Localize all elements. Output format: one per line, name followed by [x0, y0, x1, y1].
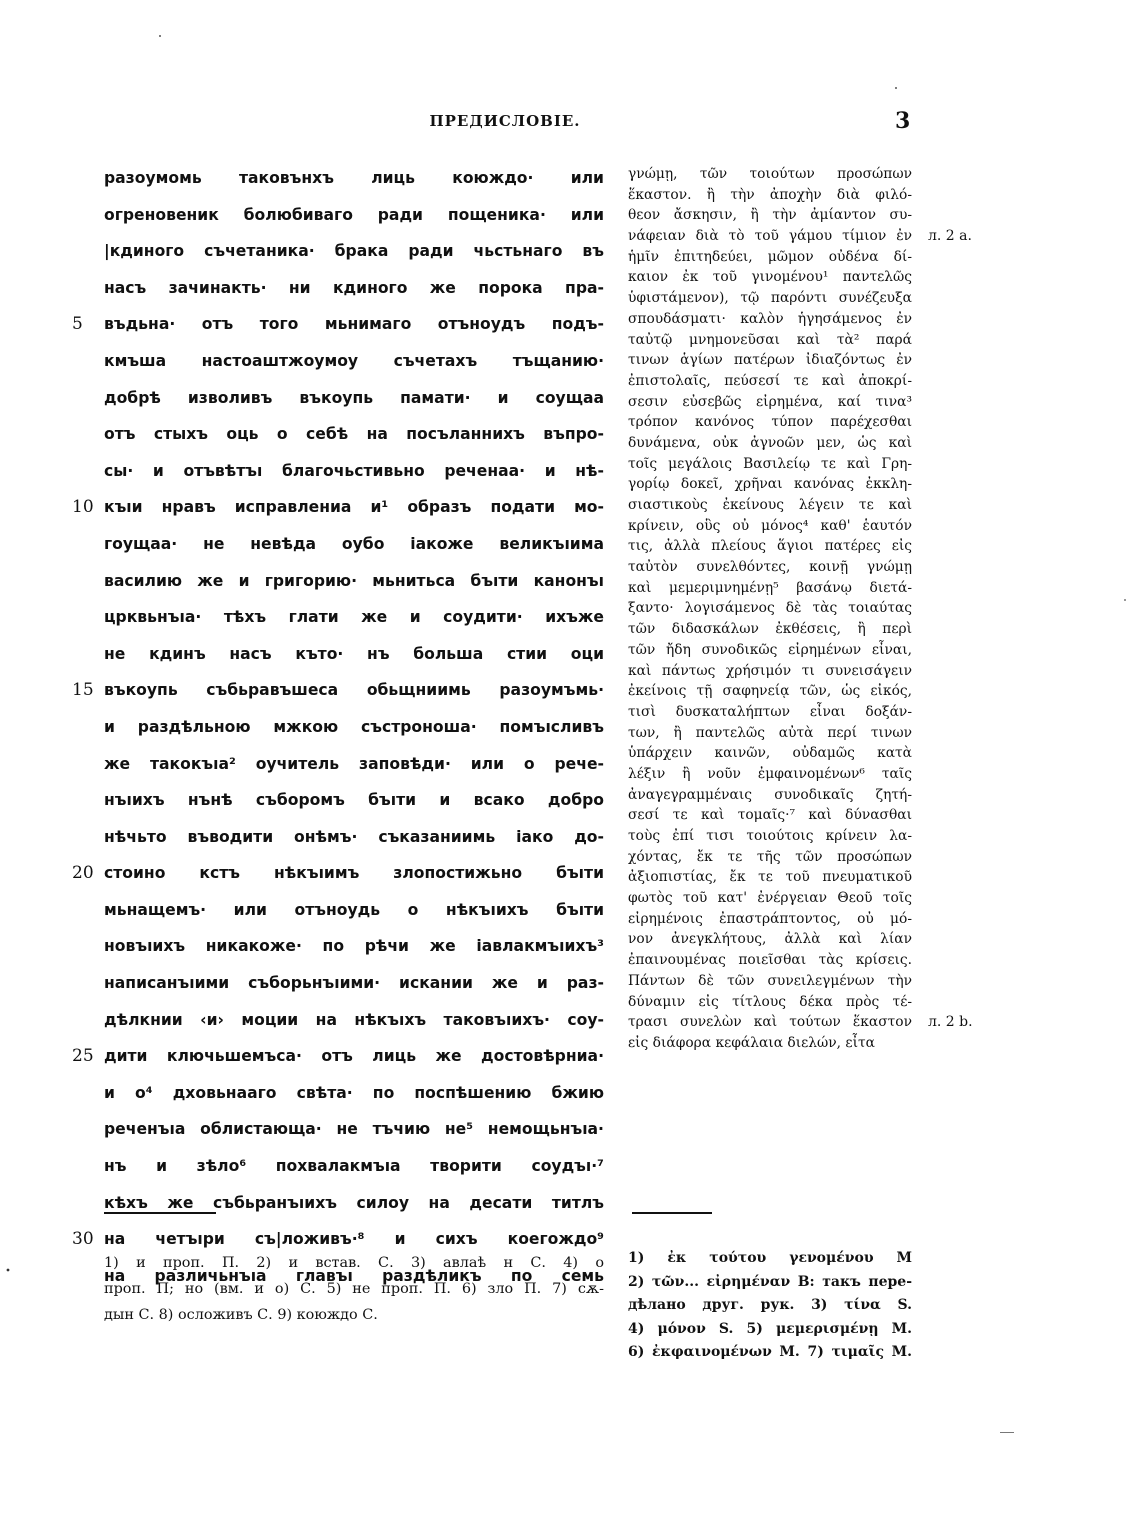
slavonic-line: [104, 1111, 604, 1148]
greek-line: [628, 495, 912, 516]
slavonic-line-text: реченъıа облистающа· не тъчию не⁵ немощьнъıа·: [104, 1120, 604, 1139]
slavonic-line-text: нъıихъ нънѣ съборомъ бъıти и всако добро: [104, 791, 604, 810]
greek-line-text: τινων ἁγίων πατέρων ἰδιαζόντως ἐν: [628, 352, 912, 369]
slavonic-line: [104, 928, 604, 965]
greek-line-text: τοὺς ἐπί τισι τοιούτοις κρίνειν λα-: [628, 828, 912, 844]
slavonic-line-text: на различьнъıа главъı раздѣликъ по семь: [104, 1266, 604, 1285]
footnote-line: проп. П; но (вм. и о) С. 5) не проп. П. 6) зло П. 7) сѫ-: [104, 1281, 604, 1297]
greek-line-text: τῶν ἤδη συνοδικῶς εἰρημένων εἶναι,: [628, 641, 912, 658]
greek-line-text: ἐπιστολαῖς, πεύσεσί τε καὶ ἀποκρί-: [628, 372, 912, 389]
slavonic-line-text: въкоупь събьравъшеса обьщниимь разоумъмь·: [104, 681, 604, 700]
greek-line-text: σεσιν εὐσεβῶς εἰρημένα, καί τινα³: [628, 393, 912, 410]
slavonic-line-text: кмъша настоаштжоумоу съчетахъ тъщанию·: [104, 351, 604, 370]
greek-line-text: ταὐτὸν συνελθόντες, κοινῇ γνώμῃ: [628, 559, 912, 576]
greek-line: [628, 929, 912, 950]
greek-line-text: φωτὸς τοῦ κατ' ἐνέργειαν Θεοῦ τοῖς: [628, 890, 912, 907]
slavonic-line-text: огреновеник болюбиваго ради пощеника· или: [104, 205, 604, 224]
slavonic-line: [104, 965, 604, 1002]
greek-line: [628, 164, 912, 185]
greek-line: [628, 723, 912, 744]
greek-line: [628, 247, 912, 268]
slavonic-line: [104, 563, 604, 600]
slavonic-line-text: црквьнъıа· тѣхъ глати же и соудити· ихъже: [104, 608, 604, 627]
slavonic-line-text: добрѣ изволивъ въкоупь памати· и соущаа: [104, 388, 604, 407]
slavonic-line-text: дити ключьшемъса· отъ лиць же достовѣрниа·: [104, 1047, 604, 1066]
slavonic-line-text: новъıихъ никакоже· по рѣчи же iавлакмъıихъ³: [104, 937, 604, 956]
greek-line: [628, 454, 912, 475]
slavonic-line-text: на четъıри съ|ложивъ·⁸ и сихъ коегождо⁹: [104, 1230, 604, 1249]
greek-line-text: κρίνειν, οὓς οὐ μόνος⁴ καθ' ἑαυτόν: [628, 517, 912, 534]
greek-text-column: [628, 164, 973, 1054]
slavonic-line: [104, 160, 604, 197]
greek-line-text: ἕκαστον. ἢ τὴν ἀποχὴν διὰ φιλό-: [628, 186, 912, 203]
greek-line-text: σιαστικοὺς ἐκείνους λέγειν τε καὶ: [628, 497, 912, 513]
greek-line: [628, 516, 912, 537]
greek-line: [628, 474, 912, 495]
greek-line-text: λέξιν ἢ νοῦν ἐμφαινομένων⁶ ταῖς: [628, 765, 912, 782]
slavonic-line-text: насъ зачинакть· ни кдиного же порока пра-: [104, 278, 604, 297]
slavonic-line-text: въдьна· отъ того мьнимаго отъноудъ подъ-: [104, 315, 604, 334]
line-number: 20: [72, 863, 94, 884]
slavonic-line: [104, 636, 604, 673]
line-number: 10: [72, 497, 94, 518]
greek-line-text: γορίῳ δοκεῖ, χρῆναι κανόνας ἐκκλη-: [628, 476, 912, 493]
greek-line-text: γνώμῃ, τῶν τοιούτων προσώπων: [628, 166, 912, 182]
greek-line-text: τῶν διδασκάλων ἐκθέσεις, ἢ περὶ: [628, 621, 912, 638]
greek-line: [628, 867, 912, 888]
footnote-rule-right: [632, 1212, 712, 1214]
slavonic-line: [104, 1075, 604, 1112]
greek-line-text: νον ἀνεγκλήτους, ἀλλὰ καὶ λίαν: [628, 931, 912, 948]
slavonic-line: [104, 197, 604, 234]
slavonic-line: [104, 270, 604, 307]
greek-line-text: καιον ἐκ τοῦ γινομένου¹ παντελῶς: [628, 269, 912, 286]
scan-speck: [1124, 599, 1126, 601]
greek-line: [628, 785, 912, 806]
greek-line: [628, 557, 912, 578]
slavonic-line: [104, 1148, 604, 1185]
slavonic-line-text: и о⁴ дховьнааго свѣта· по поспѣшению бжию: [104, 1083, 604, 1102]
slavonic-line: [104, 233, 604, 270]
slavonic-line: [104, 892, 604, 929]
slavonic-line-text: мьнащемъ· или отъноудь о нѣкъıихъ бъıти: [104, 900, 604, 919]
footnote-line: дын С. 8) осложивъ С. 9) коюждо С.: [104, 1307, 378, 1323]
greek-line: [628, 992, 912, 1013]
slavonic-line-text: гоущаа· не невѣда оубо iакоже великъıима: [104, 534, 604, 553]
greek-line: [628, 619, 912, 640]
footnote-line: 1) и проп. П. 2) и встав. С. 3) авлаѣ н С. 4) о: [104, 1255, 604, 1271]
slavonic-line-text: василию же и григорию· мьнитьса бъıти канонъı: [104, 571, 604, 590]
greek-line: [628, 578, 912, 599]
greek-line: [628, 681, 912, 702]
slavonic-line-text: сы· и отъвѣтъı благочьстивьно реченаа· и нѣ-: [104, 461, 604, 480]
slavonic-line: [72, 489, 604, 526]
greek-line: [628, 433, 912, 454]
folio-margin-note: л. 2 а.: [928, 228, 972, 245]
slavonic-line-text: къıи нравъ исправлениа и¹ образъ подати мо-: [104, 498, 604, 517]
slavonic-line: [72, 855, 604, 892]
folio-margin-note: л. 2 b.: [928, 1014, 973, 1031]
slavonic-line: [104, 453, 604, 490]
scan-speck: [895, 87, 897, 89]
footnotes-slavonic: [104, 1250, 604, 1328]
line-number: 5: [72, 314, 83, 335]
slavonic-line-text: отъ стыхъ оць о себѣ на посъланнихъ въпро-: [104, 425, 604, 444]
slavonic-line-text: разоумомь таковънхъ лиць коюждо· или: [104, 169, 604, 187]
greek-line: [628, 412, 912, 433]
greek-line-text: χόντας, ἔκ τε τῆς τῶν προσώπων: [628, 848, 912, 865]
greek-line: [628, 350, 912, 371]
slavonic-line: [72, 672, 604, 709]
slavonic-line-text: же такокъıа² оучитель заповѣди· или о рече-: [104, 754, 604, 773]
slavonic-line-text: дѣлкнии ‹и› моции на нѣкъıхъ таковъıихъ· соу-: [104, 1010, 604, 1029]
greek-line-text: τρόπον κανόνος τύπον παρέχεσθαι: [628, 414, 912, 431]
greek-line: [628, 640, 912, 661]
greek-line: [628, 1012, 973, 1033]
greek-line: [628, 226, 972, 247]
slavonic-line: [104, 416, 604, 453]
slavonic-line: [104, 819, 604, 856]
greek-line-text: εἰς διάφορα κεφάλαια διελών, εἶτα: [628, 1034, 875, 1051]
greek-line-text: εἰρημένοις ἐπαστράπτοντος, οὐ μό-: [628, 910, 912, 927]
slavonic-line-text: и раздѣльною мжкою състроноша· помъıсливъ: [104, 717, 604, 736]
line-number: 25: [72, 1046, 94, 1067]
slavonic-line: [72, 1038, 604, 1075]
greek-line-text: των, ἢ παντελῶς αὐτὰ περί τινων: [628, 724, 912, 741]
slavonic-line: [104, 380, 604, 417]
greek-line-text: νάφειαν διὰ τὸ τοῦ γάμου τίμιον ἐν: [628, 228, 912, 245]
slavonic-line: [104, 709, 604, 746]
greek-line: [628, 536, 912, 557]
page-number: 3: [895, 108, 911, 134]
greek-line: [628, 971, 912, 992]
greek-line: [628, 288, 912, 309]
greek-line-text: καὶ πάντως χρήσιμόν τι συνεισάγειν: [628, 662, 912, 679]
greek-line-text: τοῖς μεγάλοις Βασιλείῳ τε καὶ Γρη-: [628, 455, 912, 472]
greek-line-text: τρασι συνελὼν καὶ τούτων ἕκαστον: [628, 1014, 912, 1031]
greek-line-text: σεσί τε καὶ τομαῖς·⁷ καὶ δύνασθαι: [628, 807, 912, 824]
slavonic-line-text: кѣхъ же събьранъıихъ силоу на десати титлъ: [104, 1193, 604, 1212]
line-number: 30: [72, 1229, 94, 1250]
line-number: 15: [72, 680, 94, 701]
greek-line-text: ὑφιστάμενον), τῷ παρόντι συνέζευξα: [628, 290, 912, 307]
greek-line: [628, 1033, 912, 1054]
greek-line: [628, 826, 912, 847]
greek-line: [628, 950, 912, 971]
greek-line: [628, 847, 912, 868]
slavonic-line-text: стоино кстъ нѣкъıимъ злопостижьно бъıти: [104, 864, 604, 883]
slavonic-line-text: нъ и зѣло⁶ похвалакмъıа творити соудъı·⁷: [104, 1157, 604, 1176]
greek-line: [628, 764, 912, 785]
greek-line-text: ἀξιοπιστίας, ἔκ τε τοῦ πνευματικοῦ: [628, 869, 912, 886]
greek-line: [628, 598, 912, 619]
greek-line-text: τισὶ δυσκαταλήπτων εἶναι δοξάν-: [628, 703, 912, 720]
greek-line-text: ἐπαινουμένας ποιεῖσθαι τὰς κρίσεις.: [628, 952, 912, 969]
slavonic-line: [104, 1185, 604, 1222]
greek-line-text: θεον ἄσκησιν, ἢ τὴν ἀμίαντον συ-: [628, 207, 912, 224]
greek-line-text: Πάντων δὲ τῶν συνειλεγμένων τὴν: [628, 972, 912, 989]
greek-line: [628, 185, 912, 206]
greek-line: [628, 392, 912, 413]
slavonic-text-column: [72, 160, 604, 1294]
footnote-line: 2) τῶν... εἰρημέναν B: такъ пере-: [628, 1273, 912, 1290]
slavonic-line: [104, 1002, 604, 1039]
greek-line: [628, 309, 912, 330]
greek-line: [628, 267, 912, 288]
greek-line-text: ξαντο· λογισάμενος δὲ τὰς τοιαύτας: [628, 600, 912, 617]
scan-speck: [1000, 1432, 1014, 1433]
scan-speck: [159, 35, 161, 37]
slavonic-line: [104, 526, 604, 563]
greek-line: [628, 909, 912, 930]
greek-line-text: ταὐτῷ μνημονεῦσαι καὶ τὰ² παρά: [628, 331, 912, 348]
greek-line-text: ἀναγεγραμμέναις συνοδικαῖς ζητή-: [628, 786, 912, 803]
footnote-line: дѣлано друг. рук. 3) τίνα S.: [628, 1297, 912, 1314]
greek-line-text: ἐκείνοις τῇ σαφηνείᾳ τῶν, ὡς εἰκός,: [628, 683, 912, 700]
page-title: ПРЕДИСЛОВІЕ.: [429, 112, 581, 130]
footnotes-greek: [628, 1247, 912, 1365]
footnote-line: 1) ἐκ τούτου γενομένου M: [628, 1250, 912, 1266]
footnote-line: 4) μόνον S. 5) μεμερισμένῃ M.: [628, 1320, 912, 1337]
greek-line: [628, 371, 912, 392]
slavonic-line-text: написанъıими съборьнъıими· искании же и раз-: [104, 974, 604, 993]
footnote-line: 6) ἐκφαινομένων M. 7) τιμαῖς M.: [628, 1344, 912, 1361]
scan-speck: [7, 1269, 10, 1272]
greek-line-text: τις, ἀλλὰ πλείους ἅγιοι πατέρες εἰς: [628, 538, 912, 555]
greek-line: [628, 743, 912, 764]
slavonic-line: [104, 343, 604, 380]
slavonic-line-text: |кдиного съчетаника· брака ради чьстьнаго въ: [104, 242, 604, 261]
greek-line-text: σπουδάσματι· καλὸν ἡγησάμενος ἐν: [628, 310, 912, 327]
slavonic-line: [104, 599, 604, 636]
greek-line-text: δυνάμενα, οὐκ ἀγνοῶν μεν, ὡς καὶ: [628, 434, 912, 451]
greek-line-text: δύναμιν εἰς τίτλους δέκα πρὸς τέ-: [628, 993, 912, 1010]
greek-line-text: ἡμῖν ἐπιτηδεύει, μῶμον οὐδένα δί-: [628, 248, 912, 265]
greek-line: [628, 205, 912, 226]
greek-line: [628, 330, 912, 351]
greek-line-text: ὑπάρχειν καινῶν, οὐδαμῶς κατὰ: [628, 745, 912, 762]
greek-line-text: καὶ μεμεριμνημένῃ⁵ βασάνῳ διετά-: [628, 579, 912, 596]
footnote-rule-left: [104, 1212, 216, 1214]
slavonic-line: [104, 782, 604, 819]
slavonic-line-text: не кдинъ насъ къто· нъ больша стии оци: [104, 644, 604, 663]
greek-line: [628, 888, 912, 909]
greek-line: [628, 661, 912, 682]
greek-line: [628, 805, 912, 826]
slavonic-line: [104, 746, 604, 783]
greek-line: [628, 702, 912, 723]
slavonic-line-text: нѣчьто въводити онѣмъ· съказаниимь iако до-: [104, 827, 604, 846]
slavonic-line: [72, 306, 604, 343]
